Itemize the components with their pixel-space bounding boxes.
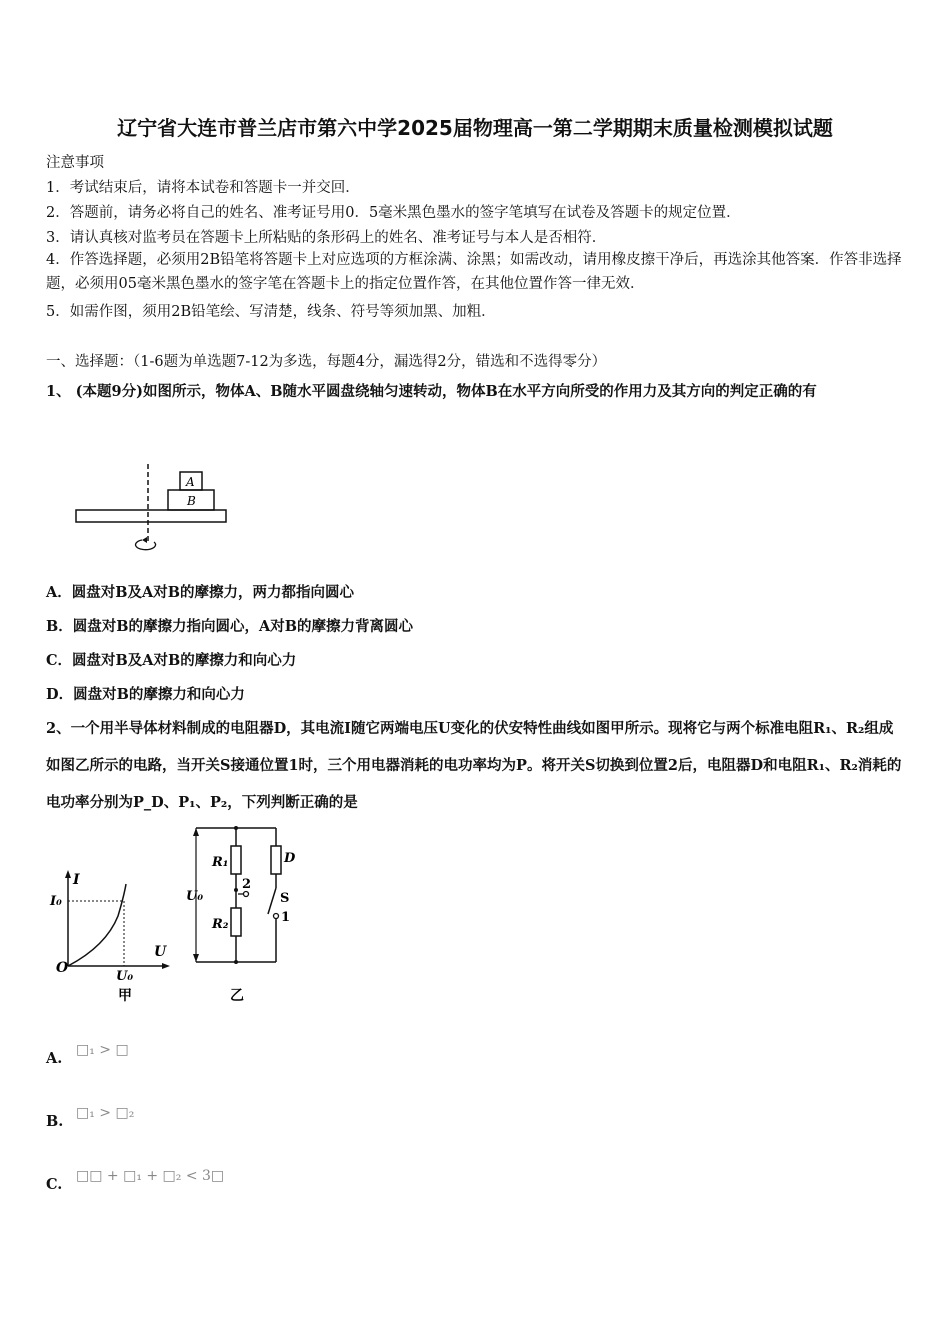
notice-heading: 注意事项	[46, 155, 104, 171]
q1-option-a[interactable]: A．圆盘对B及A对B的摩擦力，两力都指向圆心	[46, 584, 355, 601]
q2-option-b-letter[interactable]: B.	[46, 1113, 64, 1130]
d-label: D	[284, 851, 296, 866]
r1-label: R₁	[212, 855, 229, 870]
q2-option-c-letter[interactable]: C.	[46, 1176, 63, 1193]
notice-item: 5．如需作图，须用2B铅笔绘、写清楚，线条、符号等须加黑、加粗．	[46, 304, 496, 320]
q2-circuit-diagram	[180, 822, 330, 1006]
voltage-label: U₀	[186, 889, 204, 904]
notice-item: 3．请认真核对监考员在答题卡上所粘贴的条形码上的姓名、准考证号与本人是否相符．	[46, 230, 607, 246]
y-axis-label: I	[73, 872, 80, 888]
q1-option-d[interactable]: D．圆盘对B的摩擦力和向心力	[46, 686, 245, 703]
block-b-label: B	[187, 494, 196, 508]
q1-disk-figure	[70, 460, 240, 560]
pos1-label: 1	[281, 910, 291, 925]
notice-item: 2．答题前，请务必将自己的姓名、准考证号用0．5毫米黑色墨水的签字笔填写在试卷及答题卡的规定位置．	[46, 205, 741, 221]
s-label: S	[280, 891, 290, 906]
u0-label: U₀	[116, 969, 134, 984]
switch-s	[268, 888, 276, 914]
graph-caption: 甲	[118, 988, 132, 1004]
block-a-label: A	[186, 475, 195, 489]
q1-option-c[interactable]: C．圆盘对B及A对B的摩擦力和向心力	[46, 652, 297, 669]
question-2-stem: 2、一个用半导体材料制成的电阻器D，其电流I随它两端电压U变化的伏安特性曲线如图甲所示。现将它与两个标准电阻R₁、R₂组成如图乙所示的电路，当开关S接通位置1时，三个用电器消耗的电功率均为P。将开关S切换到位置2后，电阻器D和电阻R₁、R₂消耗的电功率分别为P_D、P₁、P₂，下列判断正确的是	[46, 720, 902, 811]
pos2-label: 2	[242, 877, 252, 892]
notice-item: 4．作答选择题，必须用2B铅笔将答题卡上对应选项的方框涂满、涂黑；如需改动，请用橡皮擦干净后，再选涂其他答案．作答非选择题，必须用05毫米黑色墨水的签字笔在答题卡上的指定位置作答，在其他位置作答一律无效．	[46, 252, 902, 292]
q2-option-a-letter[interactable]: A.	[46, 1050, 63, 1067]
resistor-d	[271, 846, 281, 874]
q2-option-b-formula: □₁ > □₂	[76, 1105, 135, 1121]
q2-option-c-formula: □□ + □₁ + □₂ < 3□	[76, 1168, 225, 1184]
notice-item: 1．考试结束后，请将本试卷和答题卡一并交回．	[46, 180, 360, 196]
disk	[76, 510, 226, 522]
iv-curve	[68, 884, 126, 966]
resistor-r2	[231, 908, 241, 936]
r2-label: R₂	[212, 917, 229, 932]
i0-label: I₀	[50, 894, 62, 909]
q2-iv-graph	[46, 866, 176, 1006]
circuit-caption: 乙	[230, 988, 244, 1004]
question-1-stem: 1、 (本题9分)如图所示，物体A、B随水平圆盘绕轴匀速转动，物体B在水平方向所受的作用力及其方向的判定正确的有	[46, 383, 817, 400]
page-title: 辽宁省大连市普兰店市第六中学2025届物理高一第二学期期末质量检测模拟试题	[117, 116, 833, 140]
origin-label: O	[56, 960, 69, 976]
x-axis-label: U	[154, 944, 167, 960]
q1-option-b[interactable]: B．圆盘对B的摩擦力指向圆心，A对B的摩擦力背离圆心	[46, 618, 414, 635]
resistor-r1	[231, 846, 241, 874]
q2-option-a-formula: □₁ > □	[76, 1042, 129, 1058]
section-heading: 一、选择题：（1-6题为单选题7-12为多选，每题4分，漏选得2分，错选和不选得零分）	[46, 354, 607, 370]
